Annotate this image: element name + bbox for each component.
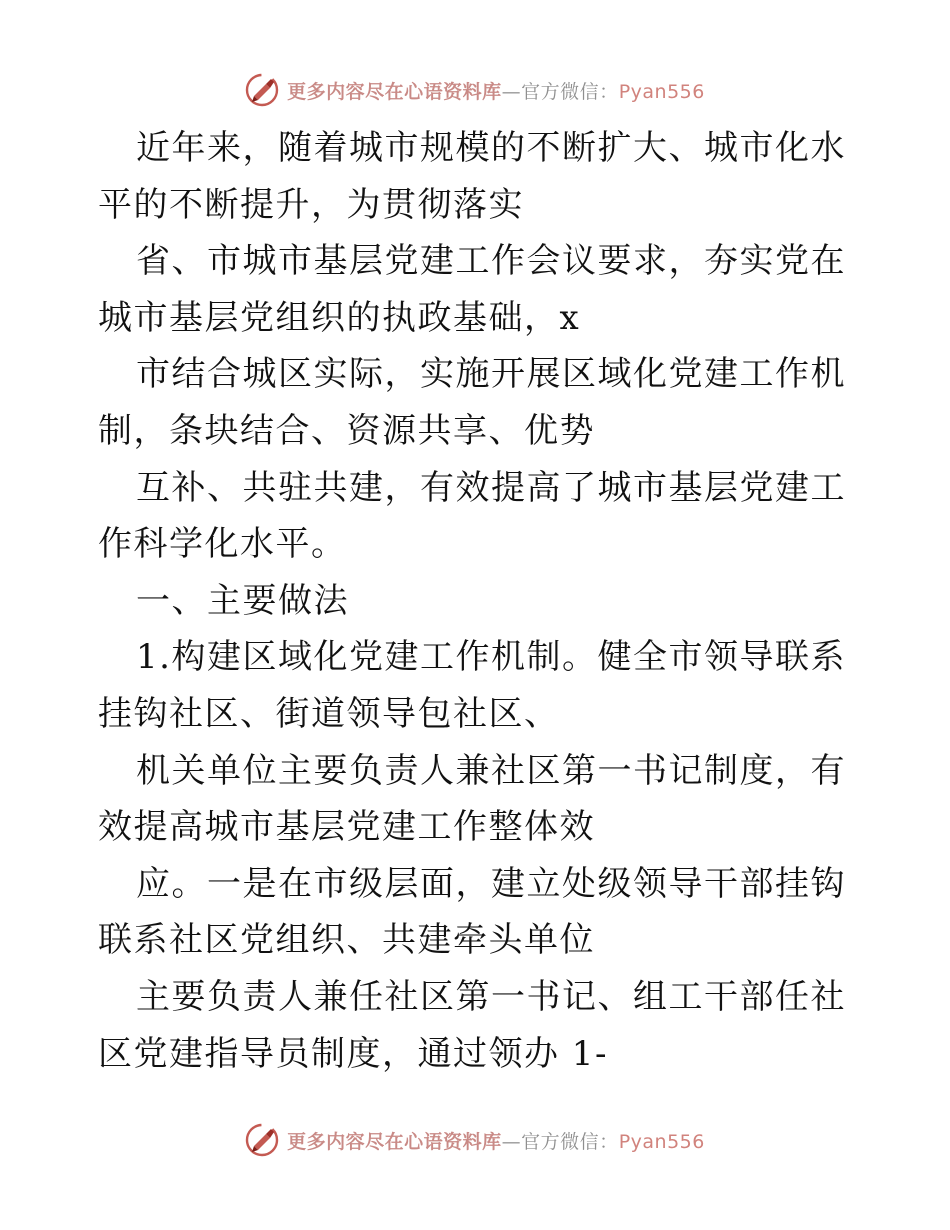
- banner-wechat-label: 官方微信：: [521, 80, 619, 103]
- banner-text: [287, 1127, 705, 1154]
- paragraph: 1.构建区域化党建工作机制。健全市领导联系挂钩社区、街道领导包社区、: [98, 637, 846, 734]
- paragraph: 主要负责人兼任社区第一书记、组工干部任社区党建指导员制度，通过领办 1-: [98, 976, 846, 1074]
- paragraph: 市结合城区实际，实施开展区域化党建工作机制，条块结合、资源共享、优势: [98, 354, 846, 451]
- banner-dash: —: [501, 1130, 522, 1153]
- banner-brand-text: 更多内容尽在心语资料库: [287, 80, 502, 103]
- paragraph: 省、市城市基层党建工作会议要求，夯实党在城市基层党组织的执政基础，x: [98, 241, 846, 338]
- red-book-quill-icon: [245, 73, 279, 107]
- banner-brand-text: 更多内容尽在心语资料库: [287, 1130, 502, 1153]
- banner-wechat-label: 官方微信：: [521, 1130, 619, 1153]
- document-body: [98, 120, 858, 1082]
- paragraph: 应。一是在市级层面，建立处级领导干部挂钩联系社区党组织、共建牵头单位: [98, 863, 846, 961]
- banner-wechat-id: Pyan556: [618, 1130, 705, 1153]
- banner-dash: —: [501, 80, 522, 103]
- paragraph: 机关单位主要负责人兼社区第一书记制度，有效提高城市基层党建工作整体效: [98, 750, 846, 848]
- banner-text: [287, 77, 705, 104]
- paragraph: 近年来，随着城市规模的不断扩大、城市化水平的不断提升，为贯彻落实: [98, 128, 846, 225]
- header-banner: [0, 70, 950, 110]
- footer-banner: [0, 1120, 950, 1160]
- paragraph: 互补、共驻共建，有效提高了城市基层党建工作科学化水平。: [98, 467, 846, 565]
- banner-wechat-id: Pyan556: [618, 80, 705, 103]
- red-book-quill-icon: [245, 1123, 279, 1157]
- section-heading: 一、主要做法: [136, 580, 349, 621]
